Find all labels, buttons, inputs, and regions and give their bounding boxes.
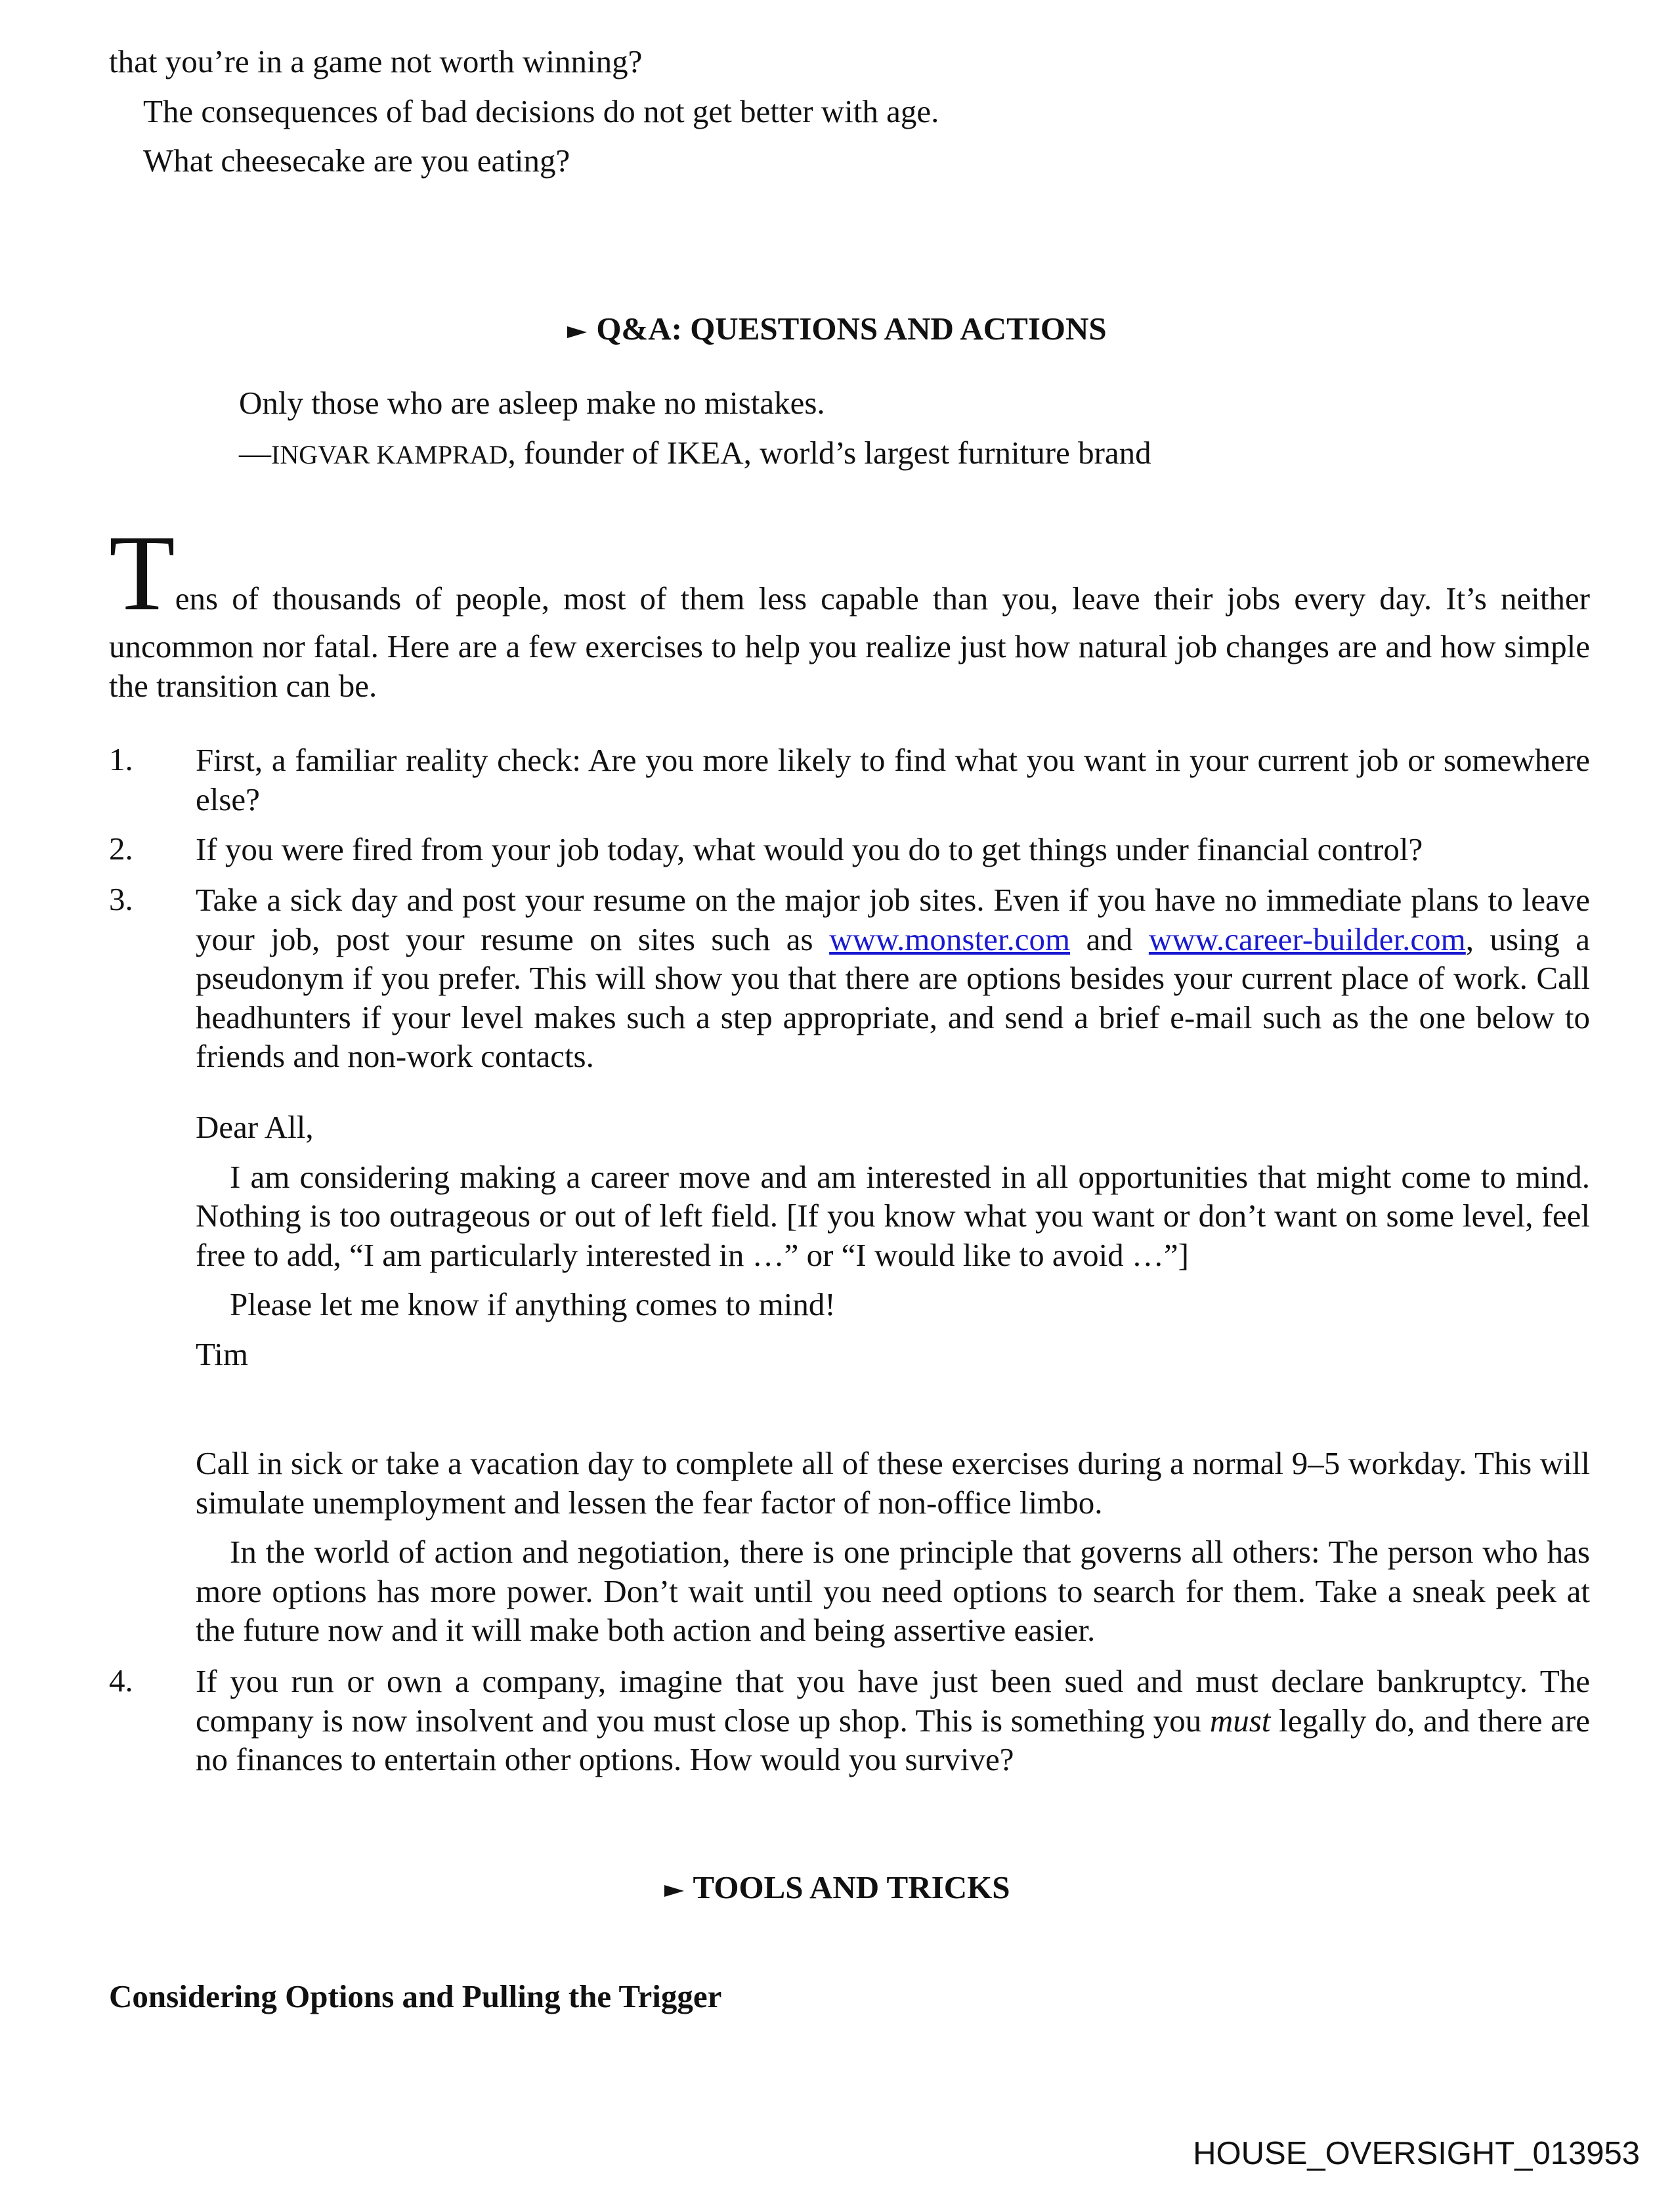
quote: Only those who are asleep make no mistakes.	[239, 385, 825, 421]
section-heading-tools	[0, 1869, 1674, 1906]
dash: —	[239, 434, 271, 471]
email-greeting: Dear All,	[196, 1109, 314, 1145]
text: , using a pseudonym if you prefer. This will show you that there are options besides your current place of work. Call headhunters if your level makes such a step appropriate, and send a brief e-mail such as the one below to friends and non-work contacts.	[196, 921, 1590, 1074]
bates-stamp: HOUSE_OVERSIGHT_013953	[1193, 2136, 1640, 2171]
arrow-pointer-icon	[567, 326, 587, 338]
intro-paragraph	[109, 513, 1590, 705]
list-item-text: First, a familiar reality check: Are you more likely to find what you want in your current job or somewhere else?	[196, 742, 1590, 817]
paragraph: In the world of action and negotiation, there is one principle that governs all others: The person who has more options has more power. Don’t wait until you need options to search for them. Take a sneak peek at the future now and it will make both action and being assertive easier.	[196, 1534, 1590, 1648]
careerbuilder-link[interactable]: www.career-builder.com	[1148, 921, 1466, 957]
arrow-pointer-icon	[664, 1885, 684, 1897]
list-item	[196, 830, 1590, 869]
emphasis: must	[1209, 1702, 1271, 1739]
list-number: 2.	[109, 831, 133, 867]
attribution-rest: , founder of IKEA, world’s largest furniture brand	[507, 434, 1151, 471]
email-sample	[196, 1108, 1590, 1374]
epigraph	[239, 383, 1552, 474]
list-item	[196, 741, 1590, 819]
email-signature: Tim	[196, 1335, 248, 1372]
attribution-name: INGVAR KAMPRAD	[271, 439, 508, 469]
drop-cap: T	[109, 513, 175, 633]
email-body: I am considering making a career move and am interested in all opportunities that might come to mind. Nothing is too outrageous or out of left field. [If you know what you want or don’t want on some level, feel free to add, “I am particularly interested in …” or “I would like to avoid …”]	[196, 1158, 1590, 1273]
monster-link[interactable]: www.monster.com	[829, 921, 1071, 957]
heading-text: Q&A: QUESTIONS AND ACTIONS	[596, 311, 1107, 347]
intro-line: The consequences of bad decisions do not get better with age.	[143, 93, 939, 129]
intro-line: that you’re in a game not worth winning?	[109, 43, 643, 79]
list-number: 4.	[109, 1662, 133, 1699]
intro-line: What cheesecake are you eating?	[143, 142, 570, 179]
email-body: Please let me know if anything comes to mind!	[230, 1286, 836, 1322]
paragraph: Call in sick or take a vacation day to complete all of these exercises during a normal 9–5 workday. This will simulate unemployment and lessen the fear factor of non-office limbo.	[196, 1445, 1590, 1521]
section-heading-qa	[0, 310, 1674, 347]
list-item-text: If you were fired from your job today, what would you do to get things under financial control?	[196, 831, 1423, 867]
intro-text	[109, 42, 1590, 181]
subheading: Considering Options and Pulling the Trigger	[109, 1978, 722, 2014]
list-item	[196, 1662, 1590, 1779]
list-number: 1.	[109, 741, 133, 777]
text: legally do, and there are no finances to entertain other options. How would you survive?	[196, 1702, 1590, 1777]
text: and	[1070, 921, 1149, 957]
text: Take a sick day and post your resume on the major job sites. Even if you have no immediate plans to leave your job, post your resume on sites such as	[196, 882, 1590, 957]
heading-text: TOOLS AND TRICKS	[693, 1869, 1010, 1905]
after-email	[196, 1444, 1590, 1650]
text: If you run or own a company, imagine that you have just been sued and must declare bankruptcy. The company is now insolvent and you must close up shop. This is something you	[196, 1663, 1590, 1739]
list-number: 3.	[109, 881, 133, 917]
list-item	[196, 880, 1590, 1076]
attribution	[239, 433, 1552, 475]
paragraph-text: ens of thousands of people, most of them less capable than you, leave their jobs every day. It’s neither uncommon nor fatal. Here are a few exercises to help you realize just how natural job changes are and how simple the transition can be.	[109, 580, 1590, 704]
